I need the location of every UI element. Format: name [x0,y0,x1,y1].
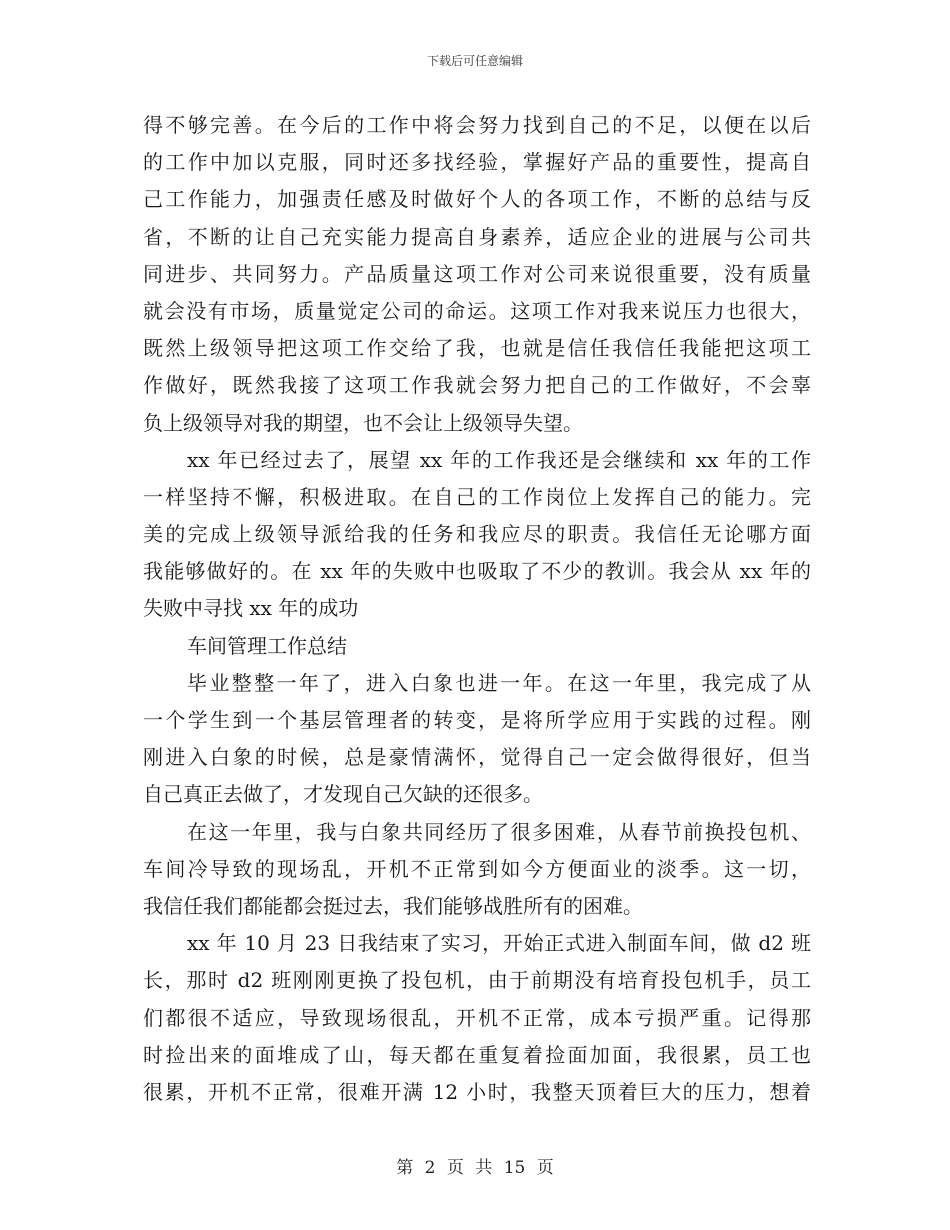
text-line: 美的完成上级领导派给我的任务和我应尽的职责。我信任无论哪方面 [143,522,811,547]
document-body [143,107,811,1111]
text-line: 失败中寻找 xx 年的成功 [143,596,359,621]
text-line: xx 年已经过去了，展望 xx 年的工作我还是会继续和 xx 年的工作 [187,447,811,472]
page-number: 第 2 页 共 15 页 [396,1158,554,1178]
text-line: 的工作中加以克服，同时还多找经验，掌握好产品的重要性，提高自 [143,150,811,175]
text-line: 就会没有市场，质量觉定公司的命运。这项工作对我来说压力也很大， [143,298,811,323]
text-line: xx 年 10 月 23 日我结束了实习，开始正式进入制面车间，做 d2 班 [187,931,811,956]
text-line: 时捡出来的面堆成了山，每天都在重复着捡面加面，我很累，员工也 [143,1042,811,1067]
text-line: 很累，开机不正常，很难开满 12 小时，我整天顶着巨大的压力，想着 [143,1079,811,1104]
text-line: 自己真正去做了，才发现自己欠缺的还很多。 [143,782,543,807]
text-line: 省，不断的让自己充实能力提高自身素养，适应企业的进展与公司共 [143,224,811,249]
text-line: 一样坚持不懈，积极进取。在自己的工作岗位上发挥自己的能力。完 [143,484,811,509]
text-line: 车间管理工作总结 [187,633,347,658]
page-header: 下载后可任意编辑 [426,54,523,68]
text-line: 既然上级领导把这项工作交给了我，也就是信任我信任我能把这项工 [143,336,811,361]
text-line: 车间冷导致的现场乱，开机不正常到如今方便面业的淡季。这一切， [143,856,811,881]
text-line: 我信任我们都能都会挺过去，我们能够战胜所有的困难。 [143,893,643,918]
text-line: 长，那时 d2 班刚刚更换了投包机，由于前期没有培育投包机手，员工 [143,968,811,993]
text-line: 在这一年里，我与白象共同经历了很多困难，从春节前换投包机、 [187,819,811,844]
text-line: 得不够完善。在今后的工作中将会努力找到自己的不足，以便在以后 [143,113,811,137]
text-line: 己工作能力，加强责任感及时做好个人的各项工作，不断的总结与反 [143,187,811,212]
text-line: 负上级领导对我的期望，也不会让上级领导失望。 [143,410,583,435]
text-line: 作做好，既然我接了这项工作我就会努力把自己的工作做好，不会辜 [143,373,811,398]
text-line: 们都很不适应，导致现场很乱，开机不正常，成本亏损严重。记得那 [143,1005,811,1030]
text-line: 毕业整整一年了，进入白象也进一年。在这一年里，我完成了从 [187,670,811,695]
text-line: 一个学生到一个基层管理者的转变，是将所学应用于实践的过程。刚 [143,708,811,732]
text-line: 我能够做好的。在 xx 年的失败中也吸取了不少的教训。我会从 xx 年的 [143,559,811,584]
text-line: 刚进入白象的时候，总是豪情满怀，觉得自己一定会做得很好，但当 [143,745,811,770]
text-line: 同进步、共同努力。产品质量这项工作对公司来说很重要，没有质量 [143,261,811,286]
